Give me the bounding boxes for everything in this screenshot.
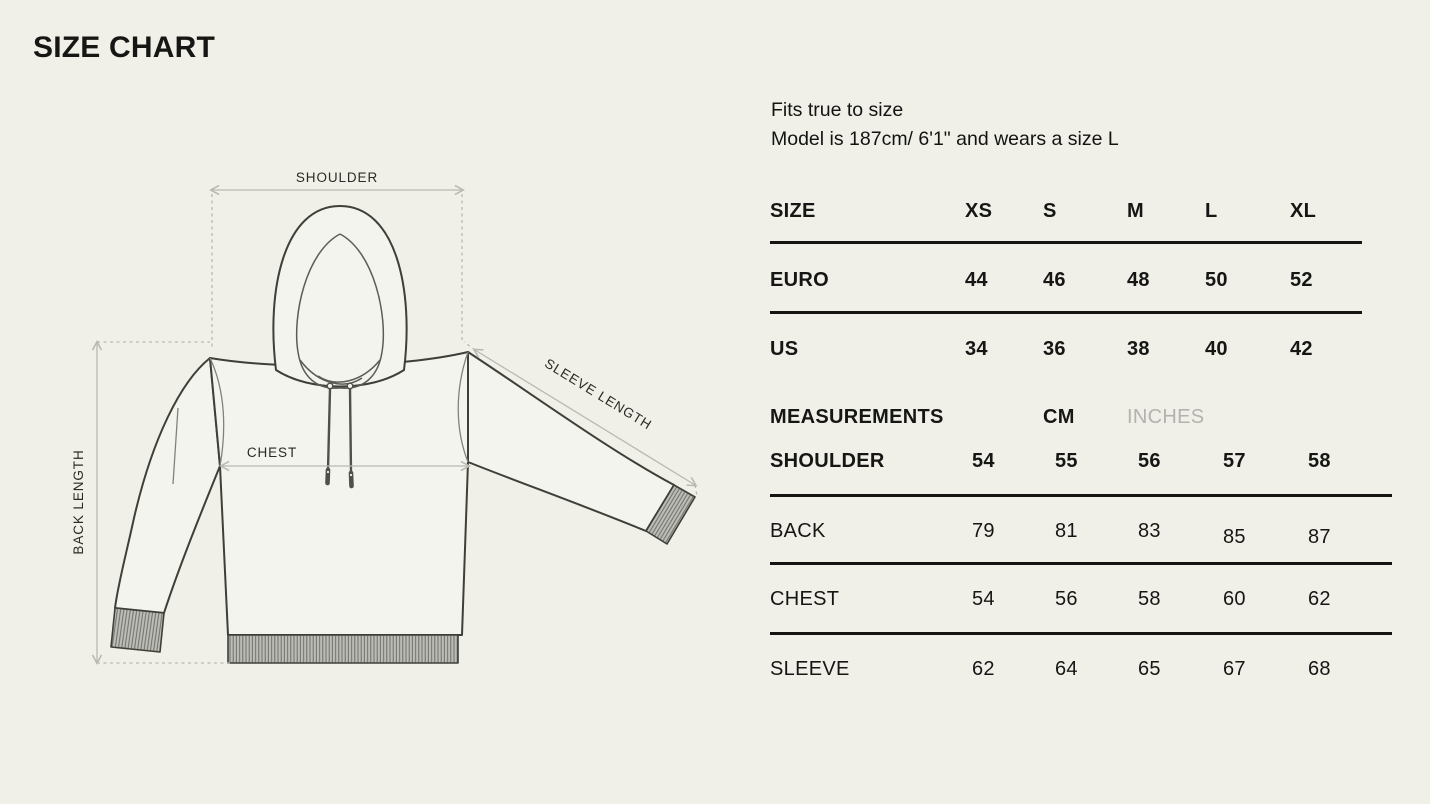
- cell: 34: [965, 338, 988, 360]
- cell: 40: [1205, 338, 1228, 360]
- table-divider: [770, 632, 1392, 635]
- fit-notes: [771, 96, 1119, 153]
- chest-label: CHEST: [246, 445, 298, 460]
- table-row-shoulder: [770, 447, 1410, 475]
- row-label: SLEEVE: [770, 658, 850, 680]
- table-row-back: [770, 517, 1410, 548]
- cell: 56: [1138, 450, 1161, 472]
- cell: 54: [972, 450, 995, 472]
- col-header-m: M: [1127, 200, 1144, 222]
- hood-outline: [273, 206, 406, 387]
- back-length-label: BACK LENGTH: [71, 449, 86, 555]
- cell: 36: [1043, 338, 1066, 360]
- size-table-header-label: SIZE: [770, 200, 816, 222]
- cell: 42: [1290, 338, 1313, 360]
- cell: 50: [1205, 269, 1228, 291]
- col-header-xl: XL: [1290, 200, 1317, 222]
- cell: 79: [972, 520, 995, 542]
- model-note-line: Model is 187cm/ 6'1" and wears a size L: [771, 127, 1119, 150]
- unit-toggle-inches[interactable]: INCHES: [1127, 406, 1205, 428]
- row-label: SHOULDER: [770, 450, 885, 472]
- cell: 54: [972, 588, 995, 610]
- table-row-sleeve: [770, 655, 1410, 683]
- cell: 62: [1308, 588, 1331, 610]
- cell: 83: [1138, 520, 1161, 542]
- shoulder-label: SHOULDER: [295, 170, 379, 185]
- cell: 38: [1127, 338, 1150, 360]
- cell: 81: [1055, 520, 1078, 542]
- row-label: US: [770, 338, 799, 360]
- measurements-header-row: [770, 403, 1410, 431]
- left-sleeve: [115, 358, 220, 613]
- cell: 52: [1290, 269, 1313, 291]
- fit-note-line: Fits true to size: [771, 99, 904, 121]
- left-cuff-ribbing: [111, 608, 164, 652]
- table-divider: [770, 311, 1362, 314]
- hem-ribbing: [228, 635, 458, 663]
- cell: 56: [1055, 588, 1078, 610]
- cell: 57: [1223, 450, 1246, 472]
- cell: 85: [1223, 526, 1246, 548]
- measurements-header-label: MEASUREMENTS: [770, 406, 944, 428]
- table-divider: [770, 241, 1362, 244]
- cell: 58: [1308, 450, 1331, 472]
- size-table-header-row: [770, 197, 1410, 225]
- cell: 64: [1055, 658, 1078, 680]
- col-header-l: L: [1205, 200, 1218, 222]
- cell: 87: [1308, 526, 1331, 548]
- row-label: EURO: [770, 269, 829, 291]
- body-panel: [210, 352, 468, 635]
- cell: 44: [965, 269, 988, 291]
- cell: 60: [1223, 588, 1246, 610]
- table-divider: [770, 494, 1392, 497]
- cell: 62: [972, 658, 995, 680]
- cell: 65: [1138, 658, 1161, 680]
- sleeve-length-label: SLEEVE LENGTH: [542, 355, 655, 433]
- cell: 55: [1055, 450, 1078, 472]
- cell: 46: [1043, 269, 1066, 291]
- cell: 58: [1138, 588, 1161, 610]
- cell: 67: [1223, 658, 1246, 680]
- table-row-euro: [770, 266, 1410, 294]
- page-title: SIZE CHART: [33, 31, 215, 64]
- row-label: CHEST: [770, 588, 840, 610]
- col-header-xs: XS: [965, 200, 993, 222]
- col-header-s: S: [1043, 200, 1057, 222]
- table-row-chest: [770, 585, 1410, 613]
- hoodie-size-diagram: [40, 140, 700, 700]
- row-label: BACK: [770, 520, 826, 542]
- hoodie-drawing: [111, 206, 695, 663]
- cell: 68: [1308, 658, 1331, 680]
- cell: 48: [1127, 269, 1150, 291]
- table-divider: [770, 562, 1392, 565]
- table-row-us: [770, 335, 1410, 363]
- unit-toggle-cm[interactable]: CM: [1043, 406, 1075, 428]
